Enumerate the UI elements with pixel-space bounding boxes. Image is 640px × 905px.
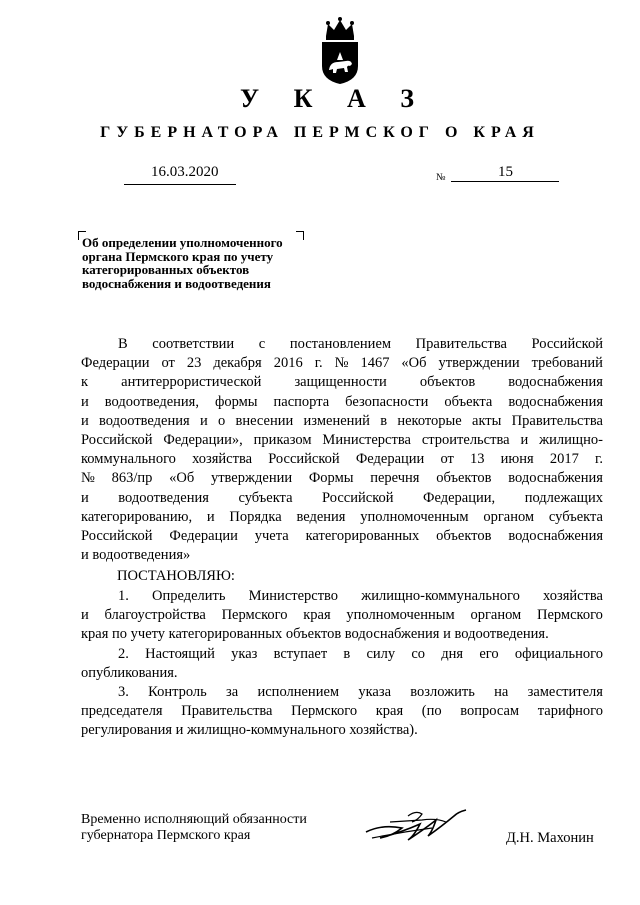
word: учета bbox=[254, 527, 289, 544]
word: Российской bbox=[81, 527, 153, 544]
preamble-line bbox=[81, 527, 603, 546]
word: г. bbox=[314, 355, 323, 372]
word: края bbox=[375, 703, 404, 720]
word: о bbox=[218, 412, 226, 429]
subject-line: категорированных объектов bbox=[82, 262, 250, 277]
word: 13 bbox=[470, 451, 485, 468]
word: акты bbox=[472, 412, 502, 429]
word: Пермского bbox=[536, 607, 603, 624]
word: в bbox=[380, 412, 388, 429]
word: и bbox=[520, 431, 529, 448]
preamble-line bbox=[81, 335, 603, 354]
preamble-line bbox=[81, 373, 603, 392]
word: уполномоченным bbox=[346, 607, 455, 624]
date-field bbox=[124, 164, 236, 185]
word: жилищно-коммунального bbox=[361, 588, 520, 604]
word: Порядка bbox=[229, 508, 282, 525]
word: со bbox=[411, 645, 426, 662]
word: водоснабжения bbox=[508, 470, 603, 487]
word: защищенности bbox=[294, 374, 387, 391]
word: председателя bbox=[81, 703, 163, 720]
word: постановлением bbox=[289, 336, 392, 352]
preamble-line bbox=[81, 431, 603, 450]
word: вступает bbox=[273, 645, 328, 662]
word: тарифного bbox=[537, 703, 603, 720]
word: хозяйства bbox=[543, 588, 603, 604]
subject-line: водоснабжения и водоотведения bbox=[82, 275, 271, 291]
preamble-line bbox=[81, 450, 603, 469]
position-line: губернатора Пермского края bbox=[81, 828, 251, 843]
preamble-line bbox=[81, 489, 603, 508]
word: паспорта bbox=[273, 393, 330, 410]
word: его bbox=[479, 645, 499, 662]
word: и bbox=[199, 412, 208, 429]
word: объектов bbox=[436, 470, 492, 487]
item-line bbox=[81, 645, 603, 664]
word: коммунального bbox=[81, 451, 176, 468]
word: дня bbox=[441, 645, 464, 662]
item-line: края по учету категорированных объектов водоснабжения и водоотведения. bbox=[81, 626, 549, 643]
word: указа bbox=[358, 683, 392, 700]
word: г. bbox=[595, 451, 603, 468]
word: водоотведения bbox=[99, 412, 190, 429]
preamble-line bbox=[81, 508, 603, 527]
word: субъекта bbox=[238, 489, 293, 506]
word: № bbox=[334, 355, 349, 372]
handwritten-signature bbox=[362, 802, 474, 848]
word: объекта bbox=[444, 393, 493, 410]
document-subtitle: ГУБЕРНАТОРА ПЕРМСКОГ О КРАЯ bbox=[100, 124, 540, 141]
word: категорированию, bbox=[81, 508, 193, 525]
word: приказом bbox=[253, 431, 312, 448]
word: Федерации bbox=[81, 355, 150, 372]
word: субъекта bbox=[548, 508, 603, 525]
preamble-line: и водоотведения» bbox=[81, 547, 191, 564]
word: и bbox=[81, 412, 89, 429]
word: Пермского bbox=[221, 607, 288, 624]
word: требований bbox=[531, 355, 603, 372]
word: и bbox=[81, 489, 89, 506]
word: с bbox=[258, 336, 266, 352]
subject-line: органа Пермского края по учету bbox=[82, 248, 274, 264]
subject-heading bbox=[82, 236, 322, 290]
word: уполномоченным bbox=[360, 508, 469, 525]
item-line bbox=[81, 587, 603, 606]
item-line: опубликования. bbox=[81, 664, 178, 681]
item-line bbox=[81, 606, 603, 625]
number-field bbox=[451, 164, 559, 182]
word: категорированных bbox=[305, 527, 420, 544]
word: Министерство bbox=[248, 588, 339, 604]
word: июня bbox=[500, 451, 534, 468]
word: органом bbox=[470, 607, 522, 624]
word: указ bbox=[231, 645, 258, 662]
word: Федерации bbox=[169, 527, 238, 544]
word: декабря bbox=[213, 355, 262, 372]
word: Российской bbox=[268, 451, 340, 468]
word: Федерации bbox=[355, 451, 425, 468]
word: исполнением bbox=[257, 683, 340, 700]
item-line: регулирования и жилищно-коммунального хозяйства). bbox=[81, 722, 418, 739]
word: официального bbox=[514, 645, 603, 662]
word: Правительства bbox=[415, 336, 507, 352]
word: за bbox=[226, 683, 239, 700]
word: Федерации, bbox=[423, 489, 496, 506]
word: объектов bbox=[436, 527, 492, 544]
word: в bbox=[343, 645, 351, 662]
word: 863/пр bbox=[111, 470, 153, 487]
word: 2017 bbox=[549, 451, 579, 468]
word: на bbox=[494, 683, 509, 700]
position-line: Временно исполняющий обязанности bbox=[81, 812, 307, 827]
number-value: 15 bbox=[498, 164, 513, 180]
number-label: № bbox=[436, 172, 446, 183]
word: и bbox=[206, 508, 215, 525]
word: формы bbox=[214, 393, 258, 410]
item-line bbox=[81, 702, 603, 721]
word: водоснабжения bbox=[508, 374, 603, 391]
decree-items bbox=[81, 587, 603, 741]
word: вопросам bbox=[460, 703, 520, 720]
word: Российской bbox=[322, 489, 394, 506]
word: антитеррористической bbox=[121, 374, 262, 391]
word: строительства bbox=[421, 431, 510, 448]
word: Настоящий bbox=[145, 645, 215, 662]
word: Федерации», bbox=[163, 431, 243, 448]
word: Министерства bbox=[322, 431, 411, 448]
word: водоотведения bbox=[118, 489, 209, 506]
word: водоснабжения bbox=[508, 393, 603, 410]
word: возложить bbox=[410, 683, 475, 700]
word: утверждении bbox=[210, 470, 293, 487]
word: № bbox=[81, 470, 95, 487]
word: Контроль bbox=[148, 683, 207, 700]
word: от bbox=[161, 355, 175, 372]
word: и bbox=[81, 393, 89, 410]
word: 23 bbox=[186, 355, 202, 372]
preamble-paragraph bbox=[81, 335, 603, 565]
word: Российской bbox=[81, 431, 153, 448]
word: Формы bbox=[308, 470, 354, 487]
word: 2. bbox=[118, 645, 129, 662]
preamble-line bbox=[81, 469, 603, 488]
word: от bbox=[440, 451, 454, 468]
word: безопасности bbox=[345, 393, 429, 410]
word: 2016 bbox=[273, 355, 303, 372]
word: подлежащих bbox=[524, 489, 603, 506]
decree-word: ПОСТАНОВЛЯЮ: bbox=[117, 568, 235, 584]
word: изменений bbox=[303, 412, 370, 429]
word: Пермского bbox=[291, 703, 358, 720]
word: заместителя bbox=[527, 683, 603, 700]
word: 3. bbox=[118, 683, 129, 700]
word: хозяйства bbox=[192, 451, 253, 468]
word: 1. bbox=[118, 588, 129, 604]
word: Правительства bbox=[181, 703, 273, 720]
word: «Об bbox=[169, 470, 195, 487]
word: водоотведения, bbox=[104, 393, 199, 410]
word: 1467 bbox=[360, 355, 390, 372]
word: органом bbox=[483, 508, 535, 525]
word: утверждении bbox=[438, 355, 520, 372]
word: (по bbox=[421, 703, 442, 720]
word: к bbox=[81, 374, 89, 391]
word: внесении bbox=[235, 412, 294, 429]
word: Правительства bbox=[511, 412, 603, 429]
document-title: У К А З bbox=[240, 84, 428, 113]
word: водоснабжения bbox=[508, 527, 603, 544]
word: и bbox=[81, 607, 89, 624]
word: соответствии bbox=[152, 336, 235, 352]
signatory-name: Д.Н. Махонин bbox=[506, 830, 594, 846]
coat-of-arms-emblem bbox=[318, 14, 362, 86]
word: объектов bbox=[419, 374, 476, 391]
word: жилищно- bbox=[539, 431, 603, 448]
preamble-line bbox=[81, 354, 603, 373]
word: силу bbox=[366, 645, 396, 662]
signatory-position bbox=[81, 812, 307, 844]
preamble-line bbox=[81, 393, 603, 412]
word: Определить bbox=[152, 588, 226, 604]
word: края bbox=[303, 607, 331, 624]
word: В bbox=[118, 336, 128, 352]
word: некоторые bbox=[397, 412, 462, 429]
date-value: 16.03.2020 bbox=[151, 164, 219, 180]
word: Российской bbox=[531, 336, 603, 352]
word: перечня bbox=[370, 470, 420, 487]
word: благоустройства bbox=[104, 607, 206, 624]
subject-line: Об определении уполномоченного bbox=[82, 235, 283, 250]
preamble-line bbox=[81, 412, 603, 431]
word: «Об bbox=[401, 355, 427, 372]
word: ведения bbox=[296, 508, 346, 525]
item-line bbox=[81, 683, 603, 702]
